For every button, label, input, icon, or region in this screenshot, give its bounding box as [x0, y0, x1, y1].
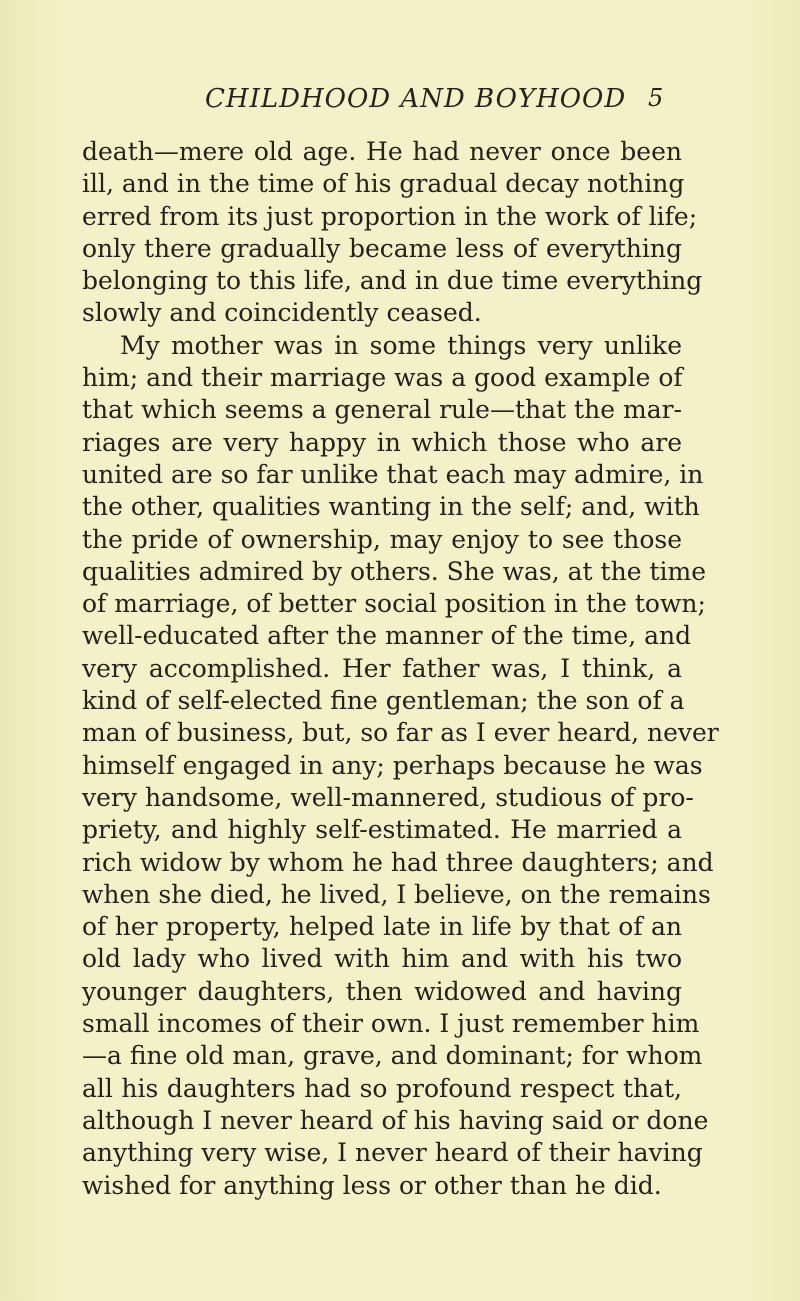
- text-line: all his daughters had so profound respect that,: [82, 1073, 682, 1103]
- text-line: priety, and highly self-estimated. He married a: [82, 815, 682, 845]
- text-line: him; and their marriage was a good example of: [82, 363, 683, 393]
- text-line: himself engaged in any; perhaps because he was: [82, 750, 703, 780]
- running-title: CHILDHOOD AND BOYHOOD: [205, 84, 627, 114]
- text-line: when she died, he lived, I believe, on the remains: [82, 879, 711, 909]
- text-line: belonging to this life, and in due time everything: [82, 266, 703, 296]
- text-line: of marriage, of better social position in the town;: [82, 589, 706, 619]
- text-line: the other, qualities wanting in the self; and, with: [82, 492, 700, 522]
- text-line: —a fine old man, grave, and dominant; for whom: [82, 1041, 703, 1071]
- text-line: qualities admired by others. She was, at the time: [82, 556, 706, 586]
- text-line: rich widow by whom he had three daughters; and: [82, 847, 714, 877]
- text-line: erred from its just proportion in the work of life;: [82, 201, 698, 231]
- text-line: man of business, but, so far as I ever heard, never: [82, 718, 719, 748]
- text-line: small incomes of their own. I just remember him: [82, 1009, 700, 1039]
- text-line: although I never heard of his having said or done: [82, 1105, 709, 1135]
- text-line: riages are very happy in which those who are: [82, 427, 682, 457]
- text-line: very accomplished. Her father was, I think, a: [82, 653, 682, 683]
- text-line: the pride of ownership, may enjoy to see those: [82, 524, 682, 554]
- text-line: kind of self-elected fine gentleman; the son of a: [82, 686, 685, 716]
- page-number: 5: [648, 84, 664, 112]
- text-line: ill, and in the time of his gradual decay nothing: [82, 169, 685, 199]
- text-line: slowly and coincidently ceased.: [82, 298, 482, 328]
- text-line: old lady who lived with him and with his two: [82, 944, 682, 974]
- running-head: [0, 84, 800, 124]
- text-line: younger daughters, then widowed and having: [82, 976, 682, 1006]
- text-line: wished for anything less or other than he did.: [82, 1170, 662, 1200]
- text-line: anything very wise, I never heard of their having: [82, 1138, 703, 1168]
- text-line: united are so far unlike that each may admire, in: [82, 459, 704, 489]
- text-line: of her property, helped late in life by that of an: [82, 912, 682, 942]
- text-line: My mother was in some things very unlike: [120, 330, 682, 360]
- text-line: that which seems a general rule—that the mar-: [82, 395, 682, 425]
- body-text: [82, 136, 719, 1202]
- text-line: well-educated after the manner of the time, and: [82, 621, 692, 651]
- text-line: death—mere old age. He had never once been: [82, 137, 682, 166]
- text-line: only there gradually became less of everything: [82, 233, 682, 263]
- text-line: very handsome, well-mannered, studious of pro-: [82, 782, 694, 812]
